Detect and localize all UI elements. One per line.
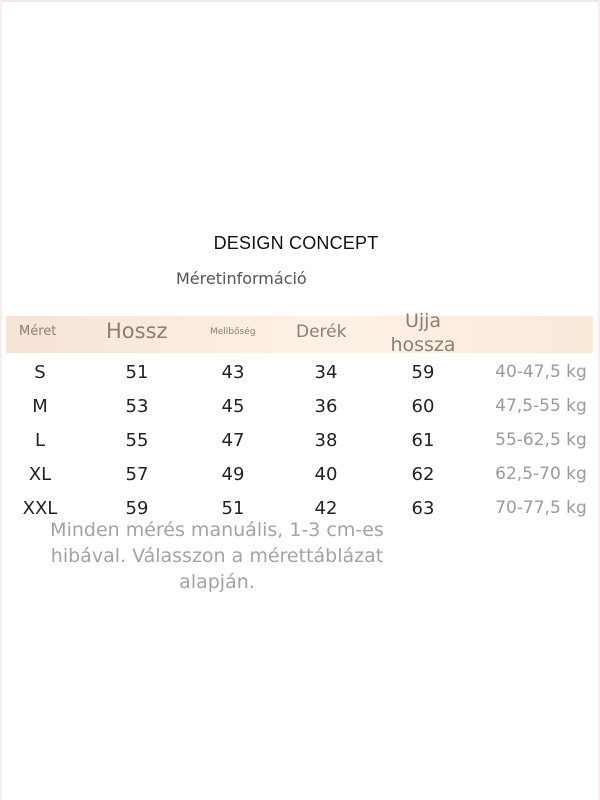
cell-waist: 40 <box>314 464 338 485</box>
page-title: DESIGN CONCEPT <box>213 233 379 253</box>
top-border <box>0 0 600 2</box>
cell-sleeve: 62 <box>411 464 435 485</box>
cell-length: 55 <box>125 430 149 451</box>
cell-weight: 47,5-55 kg <box>495 396 587 416</box>
cell-weight: 40-47,5 kg <box>495 362 587 382</box>
cell-sleeve: 59 <box>411 362 435 383</box>
cell-waist: 38 <box>314 430 338 451</box>
cell-bust: 45 <box>221 396 245 417</box>
column-header-waist: Derék <box>296 322 347 342</box>
cell-sleeve: 61 <box>411 430 435 451</box>
cell-length: 59 <box>125 498 149 519</box>
column-header-sleeve-length: Ujja hossza <box>390 310 456 356</box>
cell-size: XXL <box>22 498 58 519</box>
cell-length: 53 <box>125 396 149 417</box>
measurement-note: Minden mérés manuális, 1-3 cm-es hibával. Válasszon a mérettáblázat alapján. <box>50 519 384 593</box>
cell-length: 57 <box>125 464 149 485</box>
cell-sleeve: 63 <box>411 498 435 519</box>
cell-size: L <box>34 430 46 451</box>
cell-bust: 47 <box>221 430 245 451</box>
cell-weight: 55-62,5 kg <box>495 430 587 450</box>
column-header-size: Méret <box>19 324 57 339</box>
cell-size: XL <box>28 464 52 485</box>
cell-length: 51 <box>125 362 149 383</box>
cell-sleeve: 60 <box>411 396 435 417</box>
cell-weight: 62,5-70 kg <box>495 464 587 484</box>
cell-bust: 43 <box>221 362 245 383</box>
cell-bust: 51 <box>221 498 245 519</box>
size-info-subtitle: Méretinformáció <box>176 269 307 288</box>
cell-bust: 49 <box>221 464 245 485</box>
column-header-bust: Mellbőség <box>210 327 256 337</box>
column-header-length: Hossz <box>106 319 168 343</box>
cell-waist: 34 <box>314 362 338 383</box>
cell-weight: 70-77,5 kg <box>495 498 587 518</box>
cell-waist: 42 <box>314 498 338 519</box>
left-border <box>0 0 2 800</box>
cell-size: S <box>34 362 46 383</box>
cell-size: M <box>32 396 48 417</box>
cell-waist: 36 <box>314 396 338 417</box>
